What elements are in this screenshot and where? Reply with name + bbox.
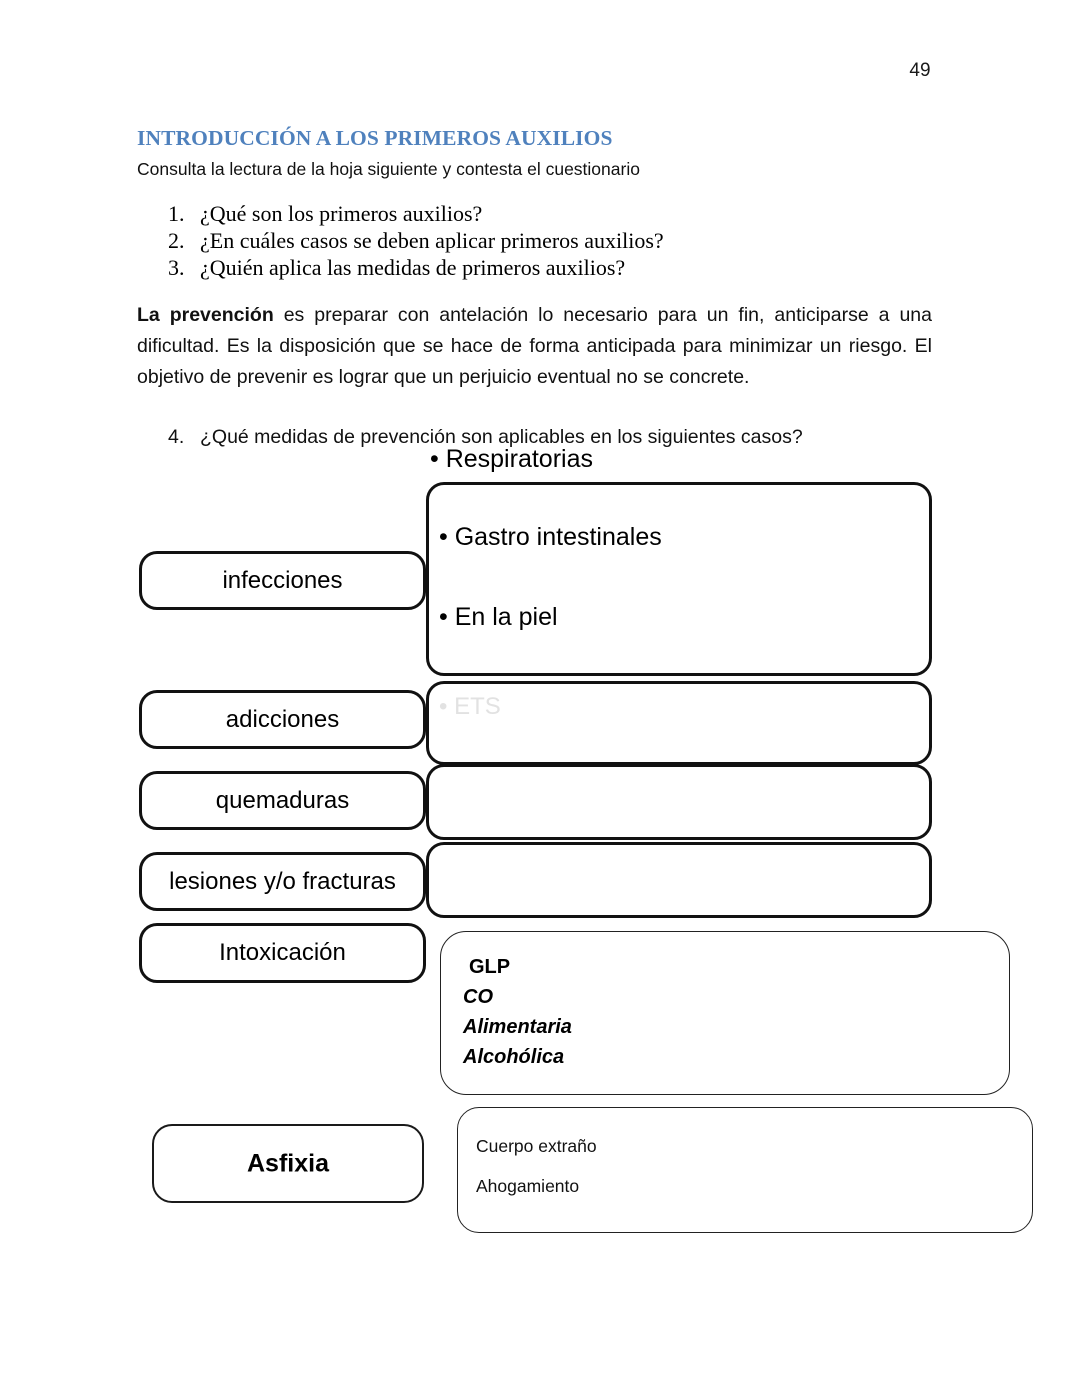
list-item — [168, 200, 908, 227]
bullet-ets: • ETS — [439, 693, 501, 720]
bullet-en-la-piel: • En la piel — [439, 603, 558, 631]
prevention-body: es preparar con antelación lo necesario para un fin, anticiparse a una dificultad. Es la disposición que se hace de forma anticipada para minimizar un riesgo. El objetivo de prevenir es lograr que un perjuicio eventual no se concrete. — [137, 304, 932, 388]
intoxication-answer-lines — [463, 952, 572, 1072]
question-4-text: ¿Qué medidas de prevención son aplicables en los siguientes casos? — [200, 426, 803, 448]
list-item-text: ¿Qué son los primeros auxilios? — [200, 201, 483, 226]
list-item-number: 2. — [168, 228, 185, 253]
asphyxia-line-ahogamiento: Ahogamiento — [476, 1176, 580, 1196]
label-box-adicciones[interactable] — [139, 690, 426, 749]
answer-box-infections[interactable] — [426, 482, 932, 676]
list-item — [168, 254, 908, 281]
list-item-number: 1. — [168, 201, 185, 226]
answer-box-adicciones[interactable] — [426, 681, 932, 765]
page-number: 49 — [909, 60, 931, 81]
intoxication-line-glp: GLP — [469, 956, 511, 978]
page-title: INTRODUCCIÓN A LOS PRIMEROS AUXILIOS — [137, 126, 613, 150]
asphyxia-answer-lines — [476, 1126, 597, 1206]
intoxication-line-co: CO — [463, 986, 493, 1008]
label-box-infecciones[interactable] — [139, 551, 426, 610]
label-box-quemaduras-text: quemaduras — [215, 786, 350, 814]
answer-box-asfixia[interactable] — [457, 1107, 1033, 1233]
bullet-respiratorias: • Respiratorias — [430, 445, 593, 473]
label-box-asfixia-text: Asfixia — [247, 1149, 329, 1177]
list-item-text: ¿En cuáles casos se deben aplicar primeros auxilios? — [200, 228, 664, 253]
answer-box-quemaduras[interactable] — [426, 764, 932, 840]
question-4-number: 4. — [168, 426, 185, 448]
label-box-intoxicacion-text: Intoxicación — [219, 939, 346, 966]
answer-box-lesiones[interactable] — [426, 842, 932, 918]
prevention-lead: La prevención — [137, 304, 274, 326]
answer-box-intoxicacion[interactable] — [440, 931, 1010, 1095]
question-list — [168, 200, 908, 281]
asphyxia-line-cuerpo-extrano: Cuerpo extraño — [476, 1136, 597, 1156]
list-item-number: 3. — [168, 255, 185, 280]
label-box-infecciones-text: infecciones — [222, 566, 343, 594]
label-box-intoxicacion[interactable] — [139, 923, 426, 983]
list-item — [168, 227, 908, 254]
list-item-text: ¿Quién aplica las medidas de primeros auxilios? — [200, 255, 626, 280]
page-subtitle: Consulta la lectura de la hoja siguiente y contesta el cuestionario — [137, 159, 640, 179]
prevention-paragraph — [137, 300, 932, 393]
intoxication-line-alimentaria: Alimentaria — [463, 1016, 572, 1038]
label-box-asfixia[interactable] — [152, 1124, 424, 1203]
intoxication-line-alcoholica: Alcohólica — [463, 1046, 565, 1068]
label-box-lesiones-text: lesiones y/o fracturas — [169, 867, 396, 895]
label-box-adicciones-text: adicciones — [225, 705, 340, 733]
bullet-gastro-intestinales: • Gastro intestinales — [439, 523, 662, 551]
label-box-quemaduras[interactable] — [139, 771, 426, 830]
label-box-lesiones[interactable] — [139, 852, 426, 911]
